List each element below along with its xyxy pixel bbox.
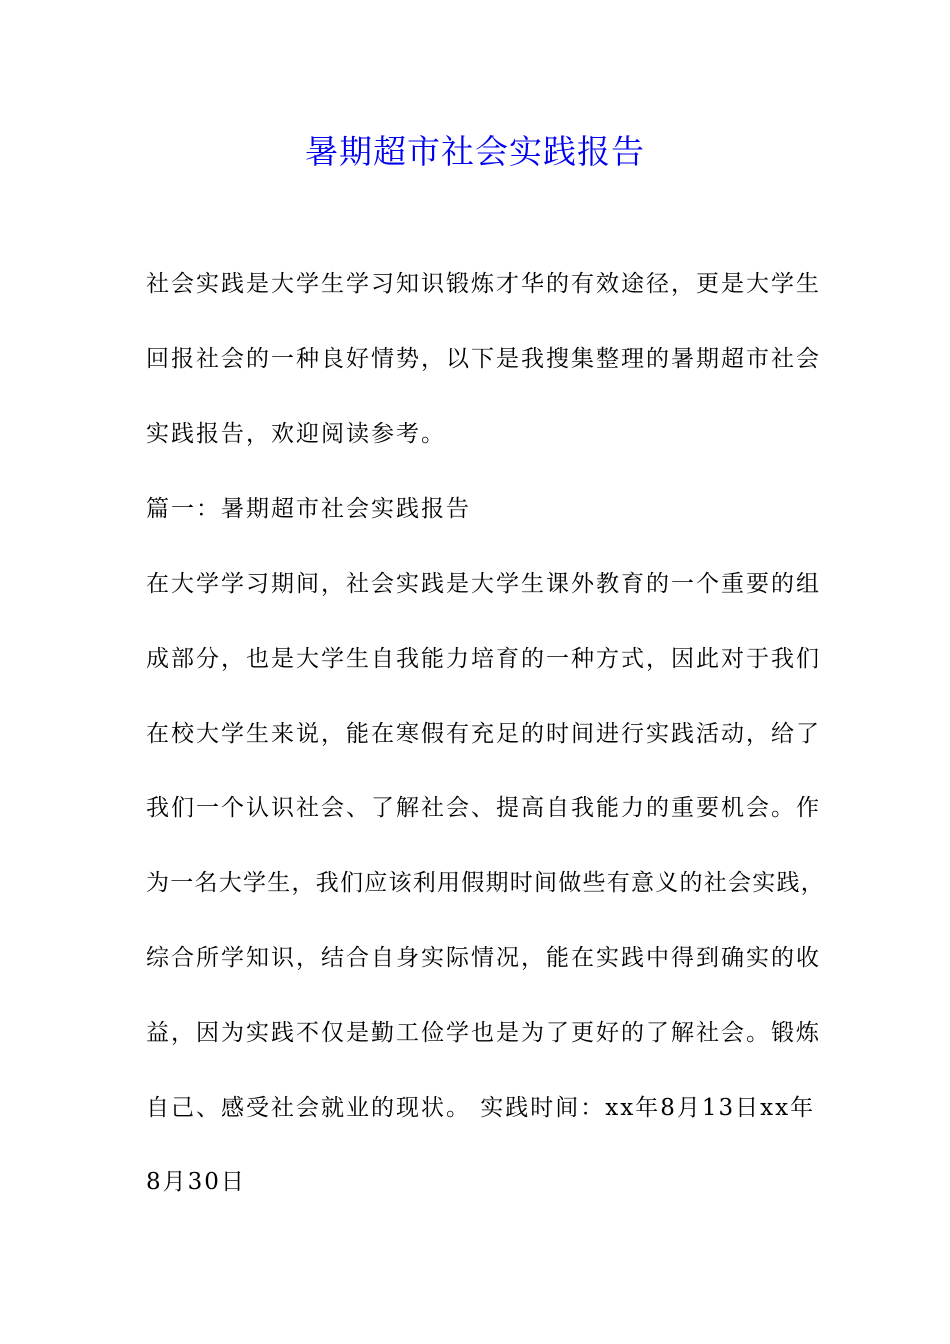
paragraph-line: 益，因为实践不仅是勤工俭学也是为了更好的了解社会。锻炼 [146, 1020, 821, 1046]
paragraph-line: 在大学学习期间，社会实践是大学生课外教育的一个重要的组 [146, 571, 821, 597]
paragraph-line: 我们一个认识社会、了解社会、提高自我能力的重要机会。作 [146, 795, 821, 821]
paragraph-line: 成部分，也是大学生自我能力培育的一种方式，因此对于我们 [146, 646, 821, 672]
paragraph-line: 8月30日 [146, 1169, 246, 1195]
paragraph-line: 回报社会的一种良好情势，以下是我搜集整理的暑期超市社会 [146, 346, 821, 372]
document-title: 暑期超市社会实践报告 [305, 132, 645, 171]
section-heading: 篇一：暑期超市社会实践报告 [146, 496, 471, 522]
paragraph-line: 实践报告，欢迎阅读参考。 [146, 421, 446, 447]
paragraph-line: 综合所学知识，结合自身实际情况，能在实践中得到确实的收 [146, 945, 821, 971]
paragraph-line: 社会实践是大学生学习知识锻炼才华的有效途径，更是大学生 [146, 271, 821, 297]
paragraph-line: 在校大学生来说，能在寒假有充足的时间进行实践活动，给了 [146, 721, 821, 747]
paragraph-line: 为一名大学生，我们应该利用假期时间做些有意义的社会实践， [146, 870, 825, 896]
paragraph-line: 自己、感受社会就业的现状。 实践时间：xx年8月13日xx年 [146, 1095, 816, 1121]
